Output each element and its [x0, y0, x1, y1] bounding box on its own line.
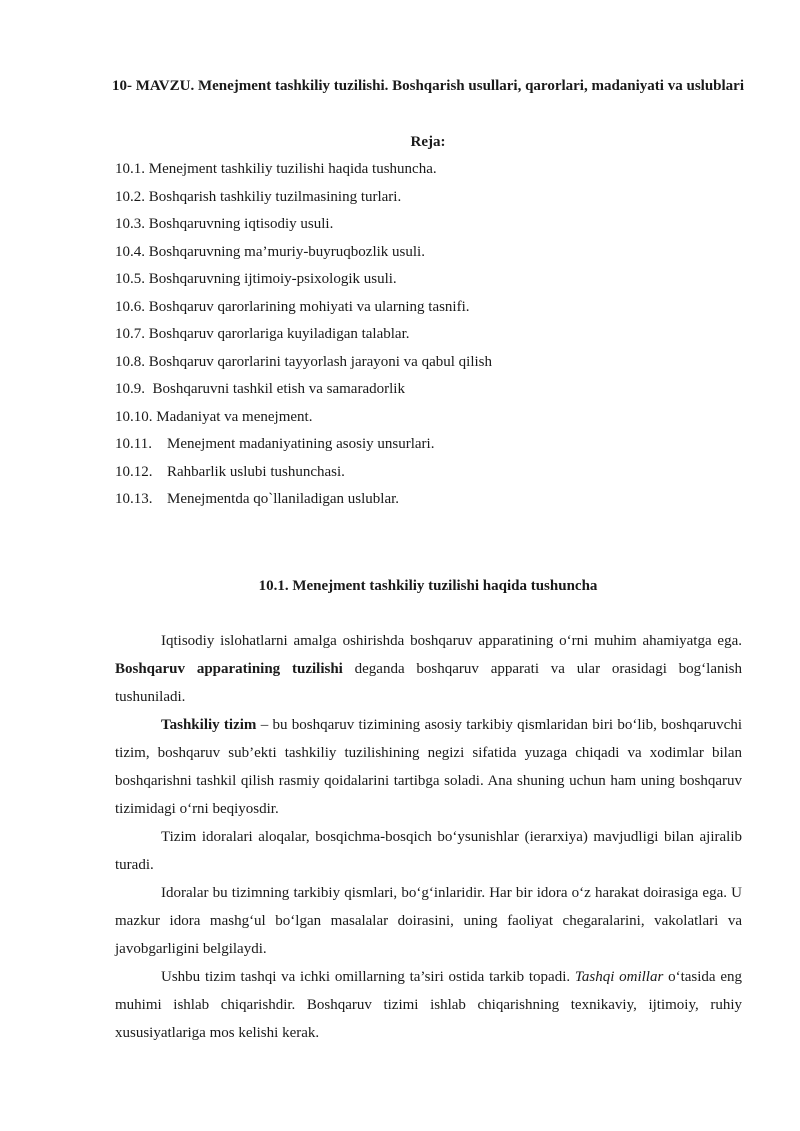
- plan-item-number: 10.12.: [115, 463, 153, 480]
- plan-item-number: 10.6.: [115, 298, 145, 315]
- plan-item: [115, 349, 492, 377]
- paragraph-text: o‘tasida eng muhimi ishlab chiqarishdir. Boshqaruv tizimi ishlab chiqarishning texnikaviy, ijtimoiy, ruhiy xususiyatlariga mos kelishi kerak.: [115, 969, 742, 1041]
- plan-item-text: Boshqaruvni tashkil etish va samaradorlik: [148, 381, 405, 397]
- plan-item-number: 10.13.: [115, 491, 153, 507]
- plan-item-number: 10.3.: [115, 216, 145, 232]
- plan-item-number: 10.5.: [115, 271, 145, 287]
- plan-item: [115, 211, 492, 239]
- paragraph-text: – bu boshqaruv tizimining asosiy tarkibiy qismlaridan biri bo‘lib, boshqaruvchi tizim, boshqaruv sub’ekti tashkiliy tuzilishining negizi sifatida yuzaga chiqadi va xodimlar bilan boshqarishni tashkil qilish rasmiy qoidalarini tartibga soladi. Ana shuning uchun ham uning boshqaruv tizimidagi o‘rni beqiyosdir.: [115, 717, 743, 817]
- plan-item-text: Boshqaruvning ma’muriy-buyruqbozlik usuli.: [148, 243, 425, 260]
- paragraph: Idoralar bu tizimning tarkibiy qismlari, bo‘g‘inlaridir. Har bir idora o‘z harakat doirasiga ega. U mazkur idora mashg‘ul bo‘lgan masalalar doirasini, uning faoliyat chegaralarini, vakolatlari va javobgarligini belgilaydi.: [115, 885, 742, 957]
- plan-item-text: Boshqaruv qarorlariga kuyiladigan talablar.: [148, 326, 410, 342]
- plan-item-number: 10.2.: [115, 188, 145, 205]
- section-body: [115, 627, 742, 1047]
- document-title: 10- MAVZU. Menejment tashkiliy tuzilishi. Boshqarish usullari, qarorlari, madaniyati va uslublari: [111, 78, 744, 94]
- paragraph-text: Iqtisodiy islohatlarni amalga oshirishda boshqaruv apparatining o‘rni muhim ahamiyatga ega.: [161, 633, 742, 649]
- plan-item: [115, 431, 492, 459]
- plan-list: [115, 156, 492, 514]
- plan-item-number: 10.1.: [115, 161, 145, 177]
- plan-item-number: 10.7.: [115, 326, 145, 342]
- plan-item-number: 10.4.: [115, 243, 145, 260]
- paragraph-text: deganda boshqaruv apparati va ular orasidagi bog‘lanish tushuniladi.: [115, 661, 742, 705]
- plan-item-text: Boshqaruvning iqtisodiy usuli.: [148, 216, 334, 232]
- paragraph-text: Ushbu tizim tashqi va ichki omillarning ta’siri ostida tarkib topadi.: [161, 969, 575, 985]
- bold-term: Tashkiliy tizim: [161, 717, 257, 733]
- plan-item: [115, 321, 492, 349]
- plan-item: [115, 239, 492, 267]
- plan-item: [115, 156, 492, 184]
- italic-term: Tashqi omillar: [574, 969, 664, 985]
- plan-item-text: Boshqaruv qarorlarining mohiyati va ularning tasnifi.: [148, 298, 470, 315]
- plan-item: [115, 486, 492, 514]
- plan-item-text: Boshqarish tashkiliy tuzilmasining turlari.: [148, 188, 402, 205]
- plan-item: [115, 184, 492, 212]
- plan-item-text: Boshqaruv qarorlarini tayyorlash jarayoni va qabul qilish: [148, 353, 492, 370]
- paragraph: Tizim idoralari aloqalar, bosqichma-bosqich bo‘ysunishlar (ierarxiya) mavjudligi bilan ajiralib turadi.: [115, 829, 742, 873]
- plan-item-number: 10.9.: [115, 381, 145, 397]
- paragraph: [115, 711, 742, 823]
- paragraph: [115, 627, 742, 711]
- plan-heading: Reja:: [410, 134, 446, 150]
- section-heading: 10.1. Menejment tashkiliy tuzilishi haqida tushuncha: [258, 578, 598, 594]
- plan-item: [115, 459, 492, 487]
- plan-item-text: Menejment madaniyatining asosiy unsurlari.: [167, 436, 435, 452]
- plan-item-text: Menejmentda qo`llaniladigan uslublar.: [167, 491, 400, 507]
- bold-term: Boshqaruv apparatining tuzilishi: [115, 661, 343, 677]
- plan-item: [115, 404, 492, 432]
- plan-item: [115, 376, 492, 404]
- plan-item-text: Boshqaruvning ijtimoiy-psixologik usuli.: [148, 271, 397, 287]
- plan-item-number: 10.11.: [115, 436, 152, 452]
- plan-item-number: 10.10.: [115, 408, 153, 425]
- paragraph: [115, 963, 742, 1047]
- plan-item-text: Madaniyat va menejment.: [156, 408, 313, 425]
- plan-item-number: 10.8.: [115, 353, 145, 370]
- plan-item: [115, 294, 492, 322]
- plan-item-text: Rahbarlik uslubi tushunchasi.: [167, 463, 345, 480]
- plan-item-text: Menejment tashkiliy tuzilishi haqida tushuncha.: [148, 161, 437, 177]
- plan-item: [115, 266, 492, 294]
